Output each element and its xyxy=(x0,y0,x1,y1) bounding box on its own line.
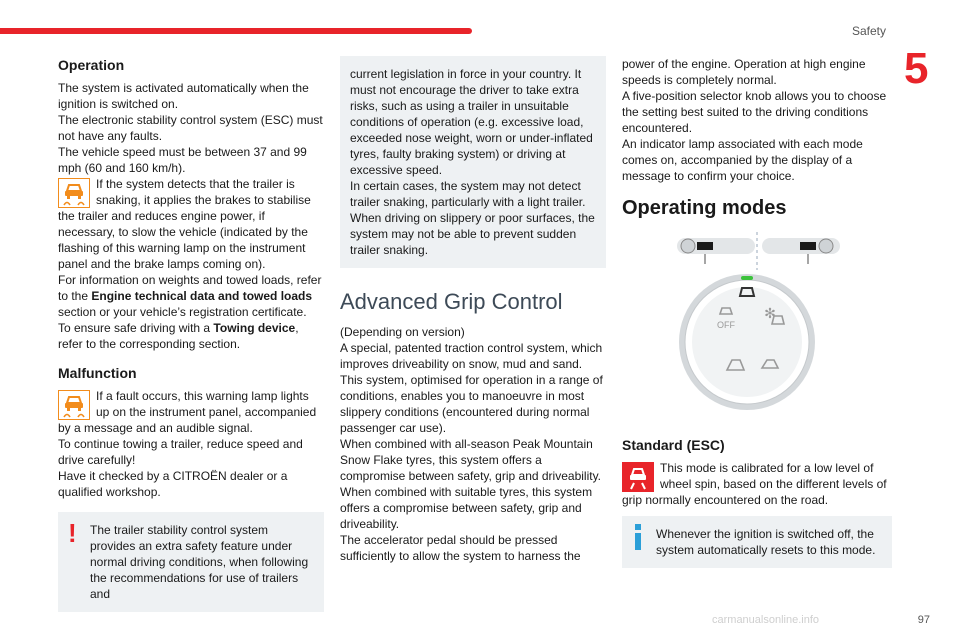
operation-heading: Operation xyxy=(58,57,125,73)
trailer-snaking-note xyxy=(58,176,324,272)
stability-fault-icon xyxy=(58,390,90,420)
cont-line-2: A five-position selector knob allows you to choose the setting best suited to the driving conditions encountered. xyxy=(622,89,887,135)
knob-off-label: OFF xyxy=(717,320,735,330)
agc-line-5: When combined with suitable tyres, this system offers a compromise between safety, grip and driveability. xyxy=(340,485,593,531)
selector-knob-figure xyxy=(622,232,892,422)
standard-text: This mode is calibrated for a low level of wheel spin, based on the different levels of grip normally encountered on the road. xyxy=(622,461,887,507)
header-accent-bar xyxy=(0,28,472,34)
standard-heading: Standard (ESC) xyxy=(622,437,725,453)
agc-line-2: A special, patented traction control system, which improves driveability on snow, mud and sand. xyxy=(340,341,603,371)
towing-info-link: Towing device xyxy=(213,321,296,335)
push-hint-right-icon xyxy=(762,238,840,264)
info-box-text: Whenever the ignition is switched off, the system automatically resets to this mode. xyxy=(656,527,876,557)
cont-line-1: power of the engine. Operation at high engine speeds is completely normal. xyxy=(622,57,866,87)
weights-info xyxy=(58,272,324,320)
chapter-number: 5 xyxy=(904,44,929,93)
info-box xyxy=(622,516,892,568)
stability-warning-icon xyxy=(58,178,90,208)
agc-line-1: (Depending on version) xyxy=(340,325,465,339)
fault-note xyxy=(58,388,324,436)
trailer-snaking-text: If the system detects that the trailer is snaking, it applies the brakes to stabilise the trailer and reduces engine power, if necessary, to slow the vehicle (indicated by the flashing of this warning lamp on the instrument panel and the brake lamps coming on). xyxy=(58,177,311,271)
towing-info-post: , refer to the corresponding section. xyxy=(58,321,299,351)
weights-info-post: section or your vehicle’s registration certificate. xyxy=(58,305,307,319)
weights-info-link: Engine technical data and towed loads xyxy=(91,289,313,303)
snow-mode-icon: ✻ xyxy=(764,305,776,321)
warning-continued-2: In certain cases, the system may not detect trailer snaking, particularly with a light trailer. When driving on slippery or poor surfaces, the system may not be able to prevent sudden trailer snaking. xyxy=(350,179,595,257)
operation-line-1: The system is activated automatically when the ignition is switched on. xyxy=(58,81,309,111)
fault-line-2: Have it checked by a CITROËN dealer or a qualified workshop. xyxy=(58,469,288,499)
malfunction-heading: Malfunction xyxy=(58,365,137,381)
fault-line-1: To continue towing a trailer, reduce speed and drive carefully! xyxy=(58,437,303,467)
warning-continued-1: current legislation in force in your country. It must not encourage the driver to take extra risks, such as using a trailer in unsuitable conditions of operation (e.g. excessive load, exceeded nose weight, worn or under-inflated tyres, faulty braking system) or driving at excessive speed. xyxy=(350,67,593,177)
push-hint-left-icon xyxy=(677,238,755,264)
column-middle xyxy=(340,56,606,564)
warning-box xyxy=(58,512,324,612)
indicator-lamp xyxy=(741,276,753,280)
section-title: Safety xyxy=(851,24,886,38)
warning-box-text: The trailer stability control system provides an extra safety feature under normal driving conditions, when following the recommendations for use of trailers and xyxy=(90,523,309,601)
weights-info-pre: For information on weights and towed loads, refer to the xyxy=(58,273,322,303)
agc-line-6: The accelerator pedal should be pressed sufficiently to allow the system to harness the xyxy=(340,533,581,563)
column-right xyxy=(622,56,892,568)
column-left xyxy=(58,56,324,612)
knob-illustration xyxy=(622,232,892,422)
towing-info xyxy=(58,320,324,352)
towing-info-pre: To ensure safe driving with a xyxy=(58,321,214,335)
info-icon xyxy=(634,524,642,550)
warning-box-continued xyxy=(340,56,606,268)
agc-line-3: This system, optimised for operation in a range of conditions, enables you to manoeuvre in most slippery conditions (encountered during normal passenger car use). xyxy=(340,373,603,435)
exclamation-icon: ! xyxy=(68,518,77,548)
agc-line-4: When combined with all-season Peak Mountain Snow Flake tyres, this system offers a compromise between safety, grip and driveability. xyxy=(340,437,602,483)
fault-text: If a fault occurs, this warning lamp lights up on the instrument panel, accompanied by a message and an audible signal. xyxy=(58,389,317,435)
cont-line-3: An indicator lamp associated with each mode comes on, accompanied by the display of a message to confirm your choice. xyxy=(622,137,863,183)
watermark: carmanualsonline.info xyxy=(712,614,820,626)
agc-heading: Advanced Grip Control xyxy=(340,289,563,314)
standard-mode-note xyxy=(622,460,892,508)
operating-modes-heading: Operating modes xyxy=(622,197,787,219)
operation-line-3: The vehicle speed must be between 37 and 99 mph (60 and 160 km/h). xyxy=(58,145,307,175)
page-number: 97 xyxy=(917,614,930,626)
esc-mode-icon xyxy=(622,462,654,492)
operation-line-2: The electronic stability control system (ESC) must not have any faults. xyxy=(58,113,323,143)
